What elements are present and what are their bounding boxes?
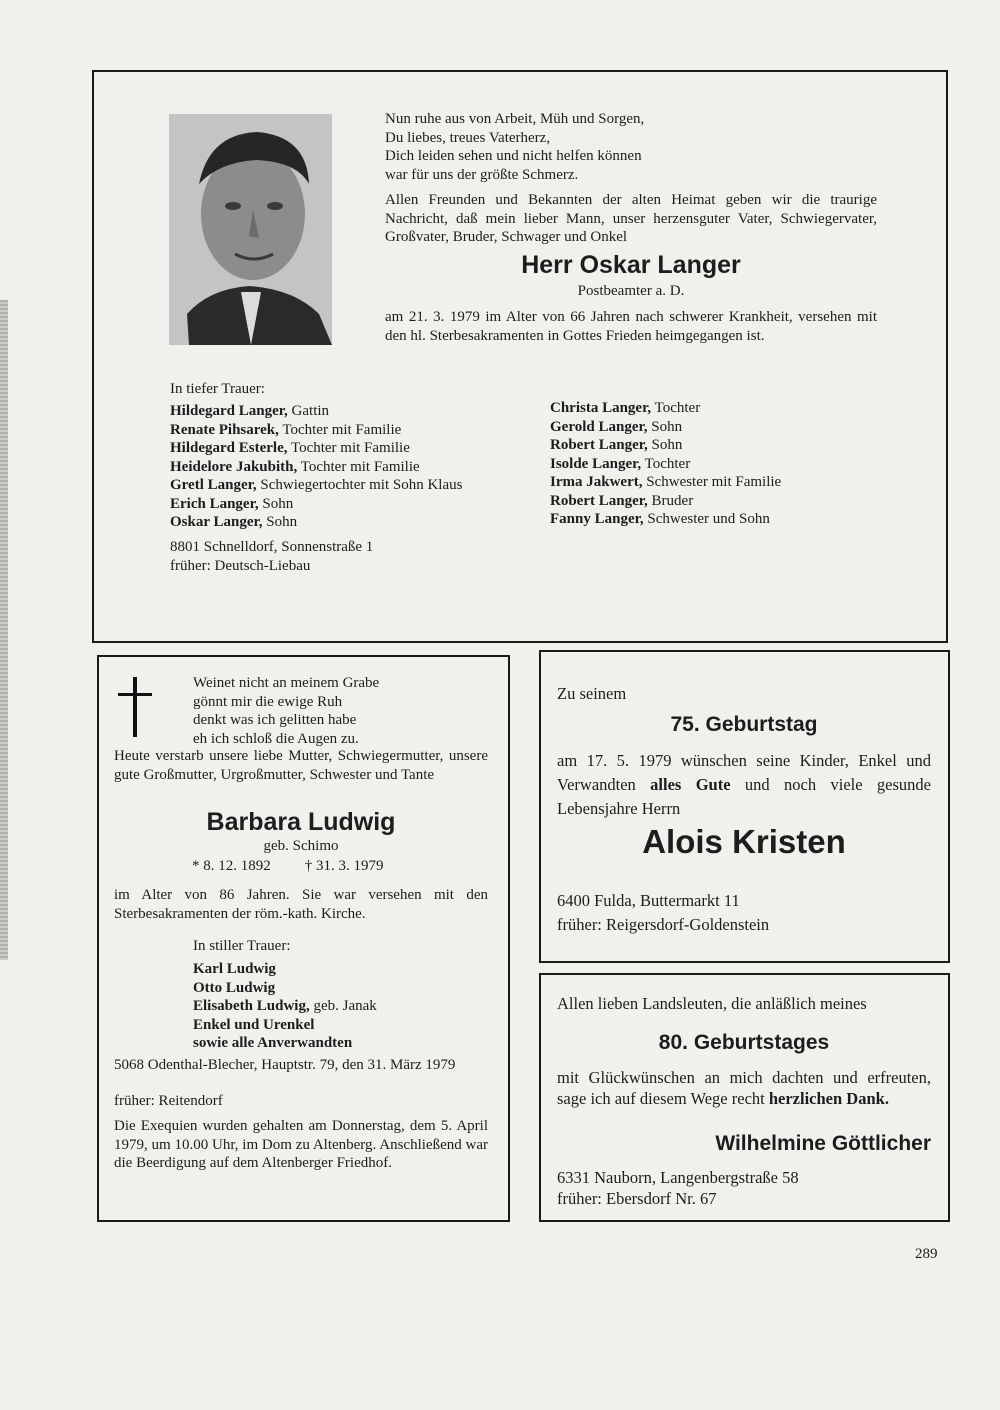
ludwig-funeral-text: Die Exequien wurden gehalten am Donnerstag, dem 5. April 1979, um 10.00 Uhr, im Dom zu Altenberg. Anschließend war die Beerdigung auf dem Altenberger Friedhof. [114,1118,488,1171]
poem-line: Nun ruhe aus von Arbeit, Müh und Sorgen, [385,111,645,127]
goettlicher-occasion: 80. Geburtstages [658,1031,830,1054]
mourner-entry: Heidelore Jakubith, Tochter mit Familie [170,458,420,475]
portrait-icon [169,114,332,345]
ludwig-poem [193,674,473,748]
poem-line: war für uns der größte Schmerz. [385,166,579,183]
former-home-line: früher: Deutsch-Liebau [170,557,311,574]
mourner-entry: Enkel und Urenkel [193,1016,315,1033]
goettlicher-intro: Allen lieben Landsleuten, die anläßlich meines [557,994,867,1013]
langer-deceased-title: Postbeamter a. D. [577,283,685,299]
ludwig-announcement: Heute verstarb unsere liebe Mutter, Schwiegermutter, unsere gute Großmutter, Urgroßmutter, Schwester und Tante [114,748,488,783]
langer-mourners-left [170,402,462,532]
address-line: 6331 Nauborn, Langenbergstraße 58 [557,1168,799,1187]
poem-line: gönnt mir die ewige Ruh [193,693,343,710]
langer-announcement: Allen Freunden und Bekannten der alten Heimat geben wir die traurige Nachricht, daß mein lieber Mann, unser herzensguter Vater, Schwiegervater, Großvater, Bruder, Schwager und Onkel [385,192,877,245]
address-line: 6400 Fulda, Buttermarkt 11 [557,891,740,910]
former-home-line: früher: Ebersdorf Nr. 67 [557,1189,717,1208]
poem-line: denkt was ich gelitten habe [193,712,357,728]
birth-date: * 8. 12. 1892 [192,858,271,874]
ludwig-address: 5068 Odenthal-Blecher, Hauptstr. 79, den 31. März 1979 [114,1057,456,1073]
kristen-intro: Zu seinem [557,684,627,703]
mourner-entry: Gerold Langer, Sohn [550,418,683,435]
cross-icon [118,677,152,737]
poem-line: Weinet nicht an meinem Grabe [193,675,380,691]
mourner-entry: Renate Pihsarek, Tochter mit Familie [170,421,402,438]
langer-poem [385,110,715,184]
ludwig-deceased-name: Barbara Ludwig [206,808,396,836]
bold-phrase: alles Gute [650,775,731,794]
ludwig-mourning-label: In stiller Trauer: [193,938,291,954]
kristen-address-block [557,889,769,937]
death-date: † 31. 3. 1979 [304,858,384,874]
mourner-entry: Robert Langer, Bruder [550,492,694,509]
bold-phrase: herzlichen Dank. [768,1089,889,1108]
page-number: 289 [915,1246,938,1262]
mourner-entry: Irma Jakwert, Schwester mit Familie [550,474,782,490]
poem-line: eh ich schloß die Augen zu. [193,730,359,747]
langer-death-text: am 21. 3. 1979 im Alter von 66 Jahren nach schwerer Krankheit, versehen mit den hl. Sterbesakramenten in Gottes Frieden heimgegangen ist. [385,309,877,344]
goettlicher-address-block [557,1167,799,1209]
page-edge-strip [0,300,8,960]
poem-line: Dich leiden sehen und nicht helfen können [385,148,642,164]
mourner-entry: Robert Langer, Sohn [550,437,683,453]
mourner-entry: Karl Ludwig [193,961,276,977]
langer-address-block [170,538,373,575]
goettlicher-name: Wilhelmine Göttlicher [715,1132,931,1155]
mourner-entry: Erich Langer, Sohn [170,495,294,512]
langer-mourners-right [550,399,781,529]
mourner-entry: Isolde Langer, Tochter [550,455,691,472]
kristen-occasion: 75. Geburtstag [670,713,818,736]
mourner-entry: Christa Langer, Tochter [550,400,701,416]
goettlicher-thanks: mit Glückwünschen an mich dachten und erfreuten, sage ich auf diesem Wege recht herzlichen Dank. [557,1068,931,1108]
poem-line: Du liebes, treues Vaterherz, [385,129,551,146]
kristen-wishes: am 17. 5. 1979 wünschen seine Kinder, Enkel und Verwandten alles Gute und noch viele gesunde Lebensjahre Herrn [557,751,931,818]
langer-deceased-name: Herr Oskar Langer [521,251,741,279]
ludwig-dates [192,857,452,876]
ludwig-maiden-name: geb. Schimo [263,838,339,854]
ludwig-age-text: im Alter von 86 Jahren. Sie war versehen mit den Sterbesakramenten der röm.-kath. Kirche. [114,887,488,922]
langer-mourning-label: In tiefer Trauer: [170,381,265,397]
mourner-entry: sowie alle Anverwandten [193,1035,353,1051]
address-line: 8801 Schnelldorf, Sonnenstraße 1 [170,539,374,555]
mourner-entry: Hildegard Esterle, Tochter mit Familie [170,440,410,456]
mourner-entry: Elisabeth Ludwig, geb. Janak [193,998,377,1014]
mourner-entry: Fanny Langer, Schwester und Sohn [550,511,770,527]
ludwig-mourners [193,960,377,1053]
mourner-entry: Gretl Langer, Schwiegertochter mit Sohn Klaus [170,477,463,493]
mourner-entry: Oskar Langer, Sohn [170,514,298,530]
portrait-photo [169,114,332,345]
kristen-name: Alois Kristen [642,823,846,860]
mourner-entry: Hildegard Langer, Gattin [170,403,330,419]
mourner-entry: Otto Ludwig [193,979,276,996]
ludwig-former-home: früher: Reitendorf [114,1093,223,1109]
former-home-line: früher: Reigersdorf-Goldenstein [557,915,770,934]
